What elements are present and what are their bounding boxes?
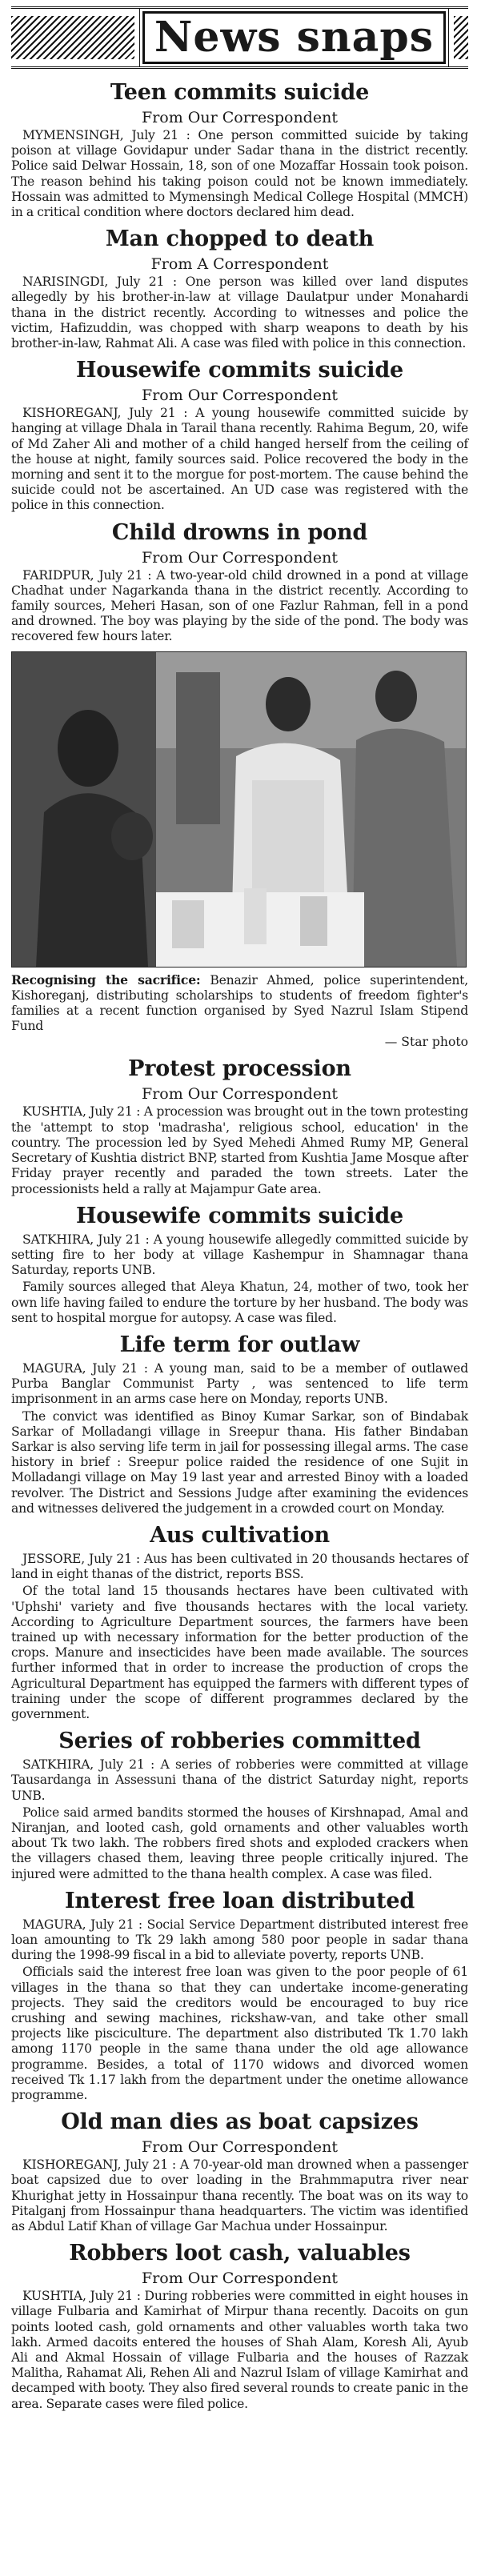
story-headline: Child drowns in pond	[111, 519, 368, 545]
story-headline: Life term for outlaw	[119, 1332, 360, 1357]
story-paragraph: Of the total land 15 thousands hectares have been cultivated with 'Uphshi' variety and five thousands hectares with the local variety. According to Agriculture Department sources, the farmers have been trained up with necessary information for the better production of the crops. Manure and insecticides have been made available. The sources further informed that in order to increase the production of crops the Agricultural Department has equipped the farmers with different types of training under the scope of different programmes declared by the government.	[11, 1584, 468, 1721]
story-paragraph: MAGURA, July 21 : Social Service Department distributed interest free loan amounting to Tk 29 lakh among 580 poor people in sadar thana during the 1998-99 fiscal in a bid to alleviate poverty, reports UNB.	[11, 1917, 468, 1963]
story	[11, 520, 468, 645]
masthead-hatch-left	[11, 16, 134, 59]
story-paragraph: KISHOREGANJ, July 21 : A young housewife committed suicide by hanging at village Dhala in Tarail thana recently. Rahima Begum, 20, wife of Md Zaher Ali and mother of a child hanged herself from the ceiling of the house at night, family sources said. Police recovered the body in the morning and sent it to the morgue for post-mortem. The cause behind the suicide could not be ascertained. An UD case was registered with the police in this connection.	[11, 406, 468, 513]
story-byline: From Our Correspondent	[142, 109, 338, 126]
story-headline: Housewife commits suicide	[76, 1203, 403, 1228]
story-paragraph: Police said armed bandits stormed the houses of Kirshnapad, Amal and Niranjan, and looted cash, gold ornaments and other valuables worth about Tk two lakh. The robbers fired shots and exploded crackers when the villagers chased them, leaving three people critically injured. The injured were admitted to the thana health complex. A case was filed.	[11, 1805, 468, 1881]
story-headline: Man chopped to death	[105, 226, 375, 252]
story	[11, 226, 468, 351]
story-byline: From Our Correspondent	[142, 2270, 338, 2288]
news-photo	[11, 651, 467, 968]
story-paragraph: NARISINGDI, July 21 : One person was killed over land disputes allegedly by his brother-in-law at village Daulatpur under Monahardi thana in the district recently. According to witnesses and police the victim, Hafizuddin, was chopped with sharp weapons to death by his brother-in-law, Rahmat Ali. A case was filed with police in this connection.	[11, 274, 468, 351]
story-paragraph: Family sources alleged that Aleya Khatun, 24, mother of two, took her own life having failed to endure the torture by her husband. The body was sent to hospital morgue for autopsy. A case was filed.	[11, 1280, 468, 1325]
story	[11, 1729, 468, 1882]
story-headline: Protest procession	[128, 1056, 351, 1082]
story-byline: From A Correspondent	[150, 255, 329, 274]
photo-caption	[11, 972, 468, 1035]
story-byline: From Our Correspondent	[142, 548, 338, 567]
story	[11, 358, 468, 513]
story-paragraph: The convict was identified as Binoy Kumar Sarkar, son of Bindabak Sarkar of Molladangi village in Sreepur thana. His father Bindaban Sarkar is also serving life term in jail for possessing illegal arms. The case history in brief : Sreepur police raided the residence of one Sujit in Molladangi village on May 19 last year and arrested Binoy with a loaded revolver. The District and Sessions Judge after examining the evidences and witnesses delivered the judgement in a crowded court on Monday.	[11, 1408, 468, 1516]
story	[11, 1204, 468, 1326]
story	[11, 1056, 468, 1196]
story-paragraph: KISHOREGANJ, July 21 : A 70-year-old man drowned when a passenger boat capsized due to over loading in the Brahmmaputra river near Khurighat jetty in Hossainpur thana recently. The boat was on its way to Pitalganj from Hossainpur thana headquarters. The victim was identified as Abdul Latif Khan of village Gar Machua under Hossainpur.	[11, 2157, 468, 2234]
story-paragraph: Officials said the interest free loan was given to the poor people of 61 villages in the thana so that they can undertake income-generating projects. They said the creditors would be encouraged to buy rice crushing and sewing machines, rickshaw-van, and take other small projects like pisciculture. The department also distributed Tk 1.70 lakh among 1170 people in the same thana under the old age allowance programme. Besides, a total of 1170 widows and divorced women received Tk 1.17 lakh from the department under the onetime allowance programme.	[11, 1965, 468, 2103]
story	[11, 1523, 468, 1722]
story-byline: From Our Correspondent	[142, 387, 338, 405]
story	[11, 80, 468, 220]
masthead-hatch-right	[454, 16, 468, 59]
masthead-title: News snaps	[142, 11, 446, 64]
story-headline: Interest free loan distributed	[64, 1888, 415, 1913]
story-paragraph: MYMENSINGH, July 21 : One person committed suicide by taking poison at village Govidapur under Sadar thana in the district recently. Police said Delwar Hossain, 18, son of one Mozaffar Hossain took poison. The reason behind his taking poison could not be known immediately. Hossain was admitted to Mymensingh Medical College Hospital (MMCH) in a critical condition where doctors declared him dead.	[11, 128, 468, 220]
masthead	[11, 6, 468, 69]
photo-scene-image	[12, 652, 466, 967]
story-paragraph: KUSHTIA, July 21 : A procession was brought out in the town protesting the 'attempt to stop 'madrasha', religious school, education' in the country. The procession led by Syed Mehedi Ahmed Rumy MP, General Secretary of Kushtia district BNP, started from Kushtia Jame Mosque after Friday prayer recently and paraded the town streets. Later the processionists held a rally at Majampur Gate area.	[11, 1104, 468, 1196]
story	[11, 2241, 468, 2412]
story-headline: Series of robberies committed	[58, 1729, 421, 1754]
story	[11, 1332, 468, 1516]
story-headline: Old man dies as boat capsizes	[61, 2109, 419, 2135]
story-paragraph: JESSORE, July 21 : Aus has been cultivated in 20 thousands hectares of land in eight thanas of the district, reports BSS.	[11, 1551, 468, 1582]
story-byline: From Our Correspondent	[142, 2138, 338, 2157]
story-paragraph: SATKHIRA, July 21 : A series of robberies were committed at village Tausardanga in Assessuni thana of the district Saturday night, reports UNB.	[11, 1757, 468, 1803]
story-paragraph: FARIDPUR, July 21 : A two-year-old child drowned in a pond at village Chadhat under Nagarkanda thana in the district recently. According to family sources, Meheri Hasan, son of one Fazlur Rahman, fell in a pond and drowned. The boy was playing by the side of the pond. The body was recovered few hours later.	[11, 567, 468, 644]
story	[11, 2109, 468, 2234]
photo-credit: — Star photo	[384, 1035, 468, 1050]
photo-caption-body: Benazir Ahmed, police superintendent, Kishoreganj, distributing scholarships to students of freedom fighter's families at a recent function organised by Syed Nazrul Islam Stipend Fund	[11, 972, 469, 1034]
story-paragraph: MAGURA, July 21 : A young man, said to be a member of outlawed Purba Banglar Communist Party , was sentenced to life term imprisonment in an arms case here on Monday, reports UNB.	[11, 1360, 468, 1407]
story-headline: Housewife commits suicide	[76, 358, 403, 383]
story-byline: From Our Correspondent	[142, 1085, 338, 1104]
photo-caption-lead: Recognising the sacrifice:	[11, 972, 201, 988]
story-headline: Teen commits suicide	[110, 80, 370, 105]
story	[11, 1889, 468, 2103]
story-headline: Aus cultivation	[150, 1522, 330, 1548]
story-paragraph: KUSHTIA, July 21 : During robberies were committed in eight houses in village Fulbaria and Kamirhat of Mirpur thana recently. Dacoits on gun points looted cash, gold ornaments and other valuables worth taka two lakh. Armed dacoits entered the houses of Shah Alam, Koresh Ali, Ayub Ali and Akmal Hossain of village Fulbaria and the houses of Razzak Malitha, Rahamat Ali, Rehen Ali and Nazrul Islam of village Kamirhat and decamped with booty. They also fired several rounds to create panic in the area. Separate cases were filed police.	[11, 2289, 468, 2411]
story-paragraph: SATKHIRA, July 21 : A young housewife allegedly committed suicide by setting fire to her body at village Kashempur in Shamnagar thana Saturday, reports UNB.	[11, 1232, 468, 1278]
story-headline: Robbers loot cash, valuables	[69, 2241, 411, 2266]
